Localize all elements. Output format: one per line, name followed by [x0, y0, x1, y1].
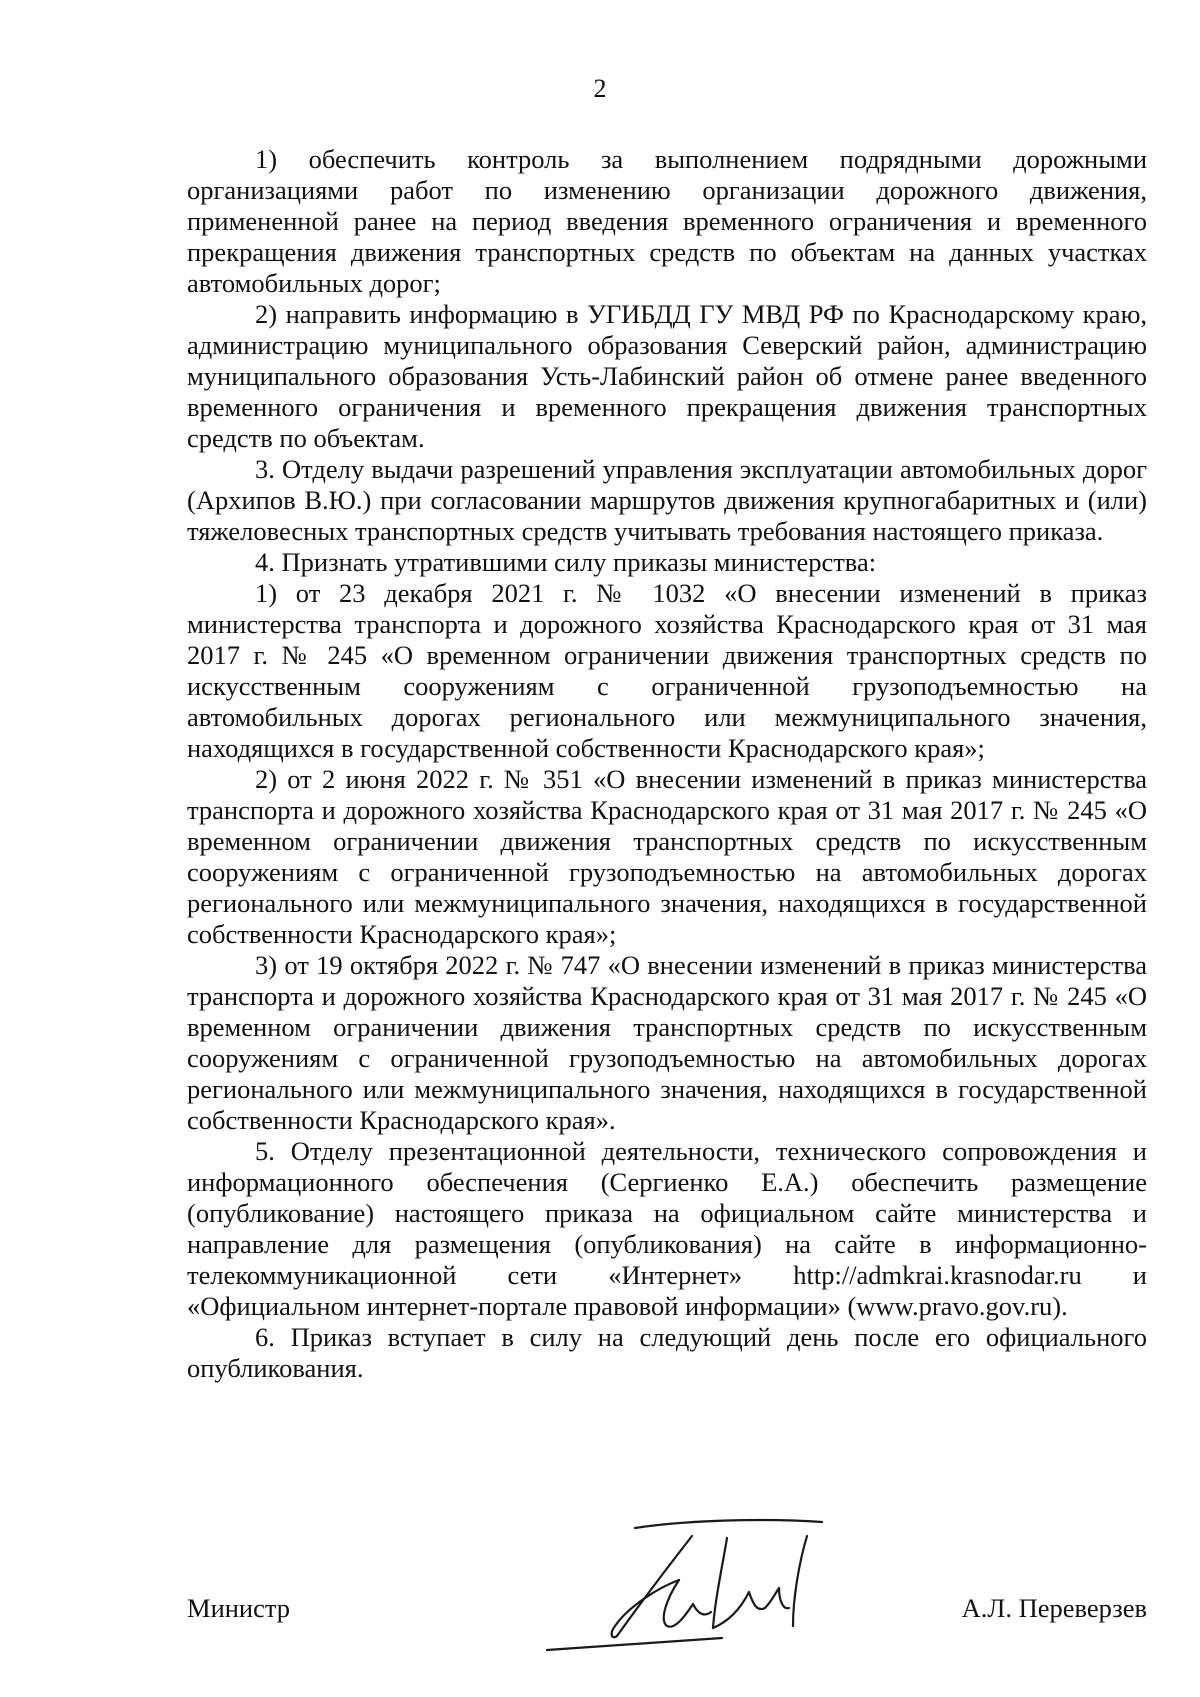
- handwritten-signature: [517, 1508, 877, 1658]
- paragraph-5: 5. Отделу презентационной деятельности, технического сопровождения и информационного обеспечения (Сергиенко Е.А.) обеспечить размещение (опубликование) настоящего приказа на официальном сайте министерства и направление для размещения (опубликования) на сайте в информационно-телекоммуникационной сети «Интернет» http://admkrai.krasnodar.ru и «Официальном интернет-портале правовой информации» (www.pravo.gov.ru).: [187, 1136, 1147, 1321]
- document-body: [187, 144, 1147, 1384]
- page-number: 2: [593, 74, 607, 103]
- paragraph-3: 3. Отделу выдачи разрешений управления эксплуатации автомобильных дорог (Архипов В.Ю.) при согласовании маршрутов движения крупногабаритных и (или) тяжеловесных транспортных средств учитывать требования настоящего приказа.: [187, 454, 1147, 546]
- paragraph-6: 6. Приказ вступает в силу на следующий день после его официального опубликования.: [187, 1322, 1147, 1383]
- signatory-name: А.Л. Переверзев: [961, 1593, 1147, 1623]
- paragraph-4-3: 3) от 19 октября 2022 г. № 747 «О внесении изменений в приказ министерства транспорта и дорожного хозяйства Краснодарского края от 31 мая 2017 г. № 245 «О временном ограничении движения транспортных средств по искусственным сооружениям с ограниченной грузоподъемностью на автомобильных дорогах регионального или межмуниципального значения, находящихся в государственной собственности Краснодарского края».: [187, 950, 1147, 1135]
- paragraph-4-1: 1) от 23 декабря 2021 г. № 1032 «О внесении изменений в приказ министерства транспорта и дорожного хозяйства Краснодарского края от 31 мая 2017 г. № 245 «О временном ограничении движения транспортных средств по искусственным сооружениям с ограниченной грузоподъемностью на автомобильных дорогах регионального или межмуниципального значения, находящихся в государственной собственности Краснодарского края»;: [187, 578, 1147, 763]
- paragraph-1-1: 1) обеспечить контроль за выполнением подрядными дорожными организациями работ по изменению организации дорожного движения, примененной ранее на период введения временного ограничения и временного прекращения движения транспортных средств по объектам на данных участках автомобильных дорог;: [187, 144, 1147, 298]
- paragraph-4: 4. Признать утратившими силу приказы министерства:: [255, 547, 877, 577]
- signature-block: [187, 1578, 1147, 1668]
- signatory-title: Министр: [187, 1593, 291, 1623]
- paragraph-4-2: 2) от 2 июня 2022 г. № 351 «О внесении изменений в приказ министерства транспорта и дорожного хозяйства Краснодарского края от 31 мая 2017 г. № 245 «О временном ограничении движения транспортных средств по искусственным сооружениям с ограниченной грузоподъемностью на автомобильных дорогах регионального или межмуниципального значения, находящихся в государственной собственности Краснодарского края»;: [187, 764, 1147, 949]
- paragraph-1-2: 2) направить информацию в УГИБДД ГУ МВД РФ по Краснодарскому краю, администрацию муниципального образования Северский район, администрацию муниципального образования Усть-Лабинский район об отмене ранее введенного временного ограничения и временного прекращения движения транспортных средств по объектам.: [187, 299, 1147, 453]
